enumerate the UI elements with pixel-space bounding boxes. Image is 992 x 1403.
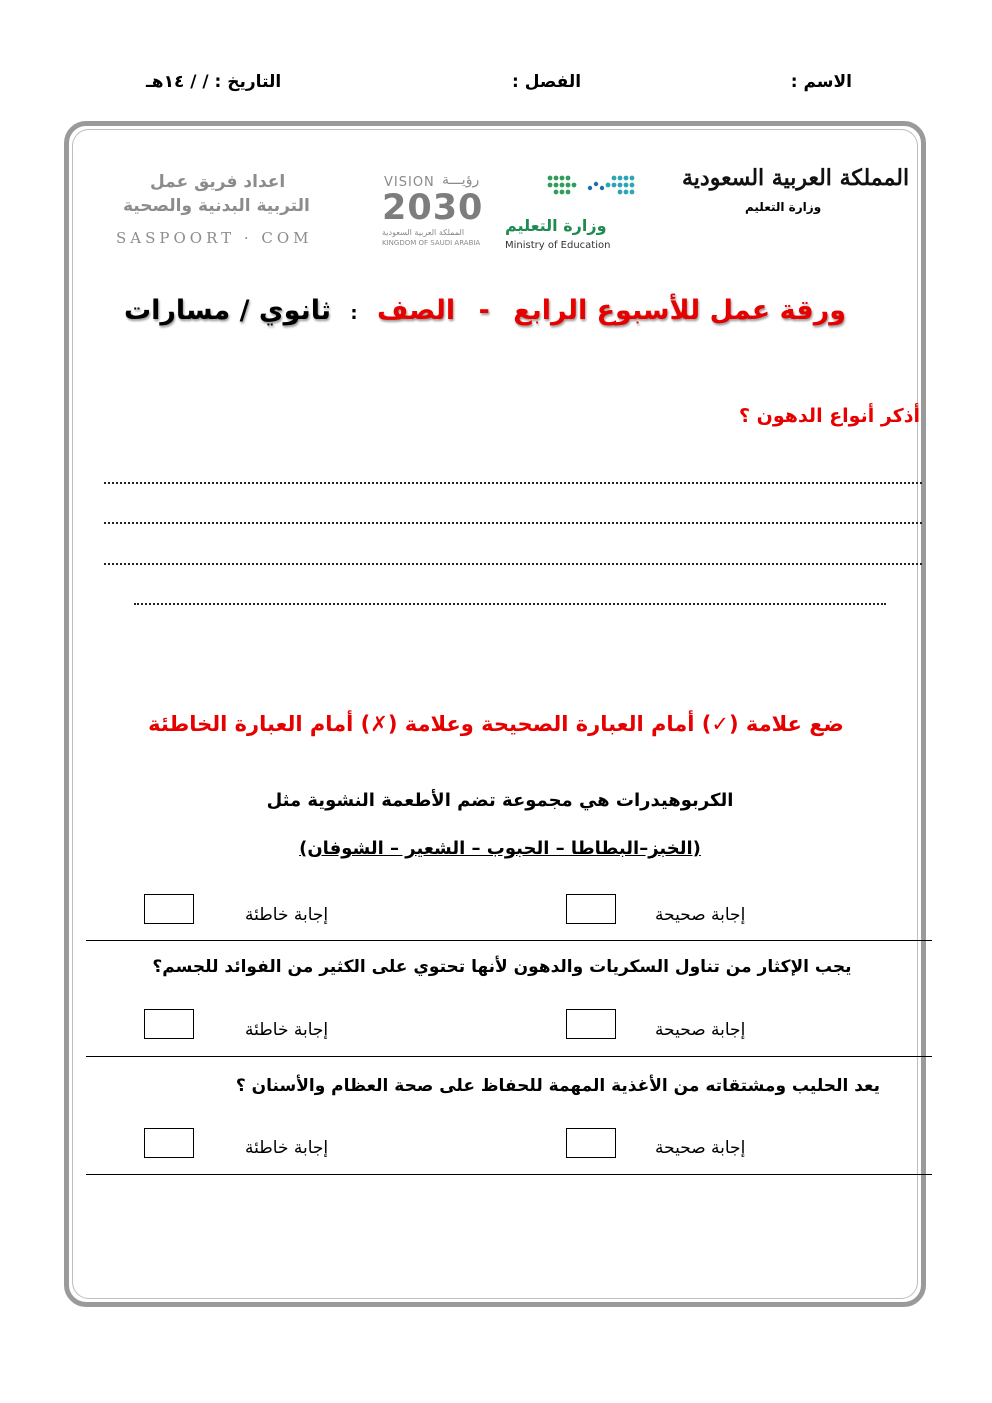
checkbox-wrong-3[interactable]: [144, 1128, 194, 1158]
divider-3: [86, 1174, 932, 1175]
ministry-logo-en: Ministry of Education: [505, 240, 611, 251]
option-correct-2: إجابة صحيحة: [655, 1020, 746, 1040]
answer-line-1[interactable]: [104, 482, 922, 484]
option-wrong-2: إجابة خاطئة: [245, 1020, 329, 1040]
title-grade-value: ثانوي / مسارات: [123, 295, 331, 326]
class-label: الفصل :: [512, 72, 582, 92]
ministry-logo-ar: وزارة التعليم: [505, 216, 607, 235]
vision-kingdom-en: KINGDOM OF SAUDI ARABIA: [382, 239, 481, 247]
team-line1: اعداد فريق عمل: [150, 172, 286, 192]
vision-year: 2030: [382, 188, 484, 228]
title-grade-label: الصف: [377, 295, 456, 326]
title-dash: -: [478, 295, 490, 326]
ministry-dots-icon: [546, 170, 642, 204]
statement-2: يجب الإكثار من تناول السكريات والدهون لأنها تحتوي على الكثير من الفوائد للجسم؟: [152, 957, 852, 977]
checkbox-correct-2[interactable]: [566, 1009, 616, 1039]
statement-1-line-2: (الخبز–البطاطا – الحبوب – الشعير – الشوفان): [299, 838, 701, 859]
date-label: التاريخ : / / ١٤هـ: [146, 72, 282, 92]
kingdom-calligraphy: المملكة العربية السعودية: [682, 165, 910, 191]
option-correct-3: إجابة صحيحة: [655, 1138, 746, 1158]
answer-line-3[interactable]: [104, 563, 922, 565]
team-site: SASPOORT · COM: [116, 229, 313, 247]
vision-kingdom-ar: المملكة العربية السعودية: [382, 228, 465, 237]
option-correct-1: إجابة صحيحة: [655, 905, 746, 925]
team-line2: التربية البدنية والصحية: [123, 196, 310, 216]
title-colon: :: [350, 303, 358, 324]
option-wrong-3: إجابة خاطئة: [245, 1138, 329, 1158]
option-wrong-1: إجابة خاطئة: [245, 905, 329, 925]
statement-1-line-1: الكربوهيدرات هي مجموعة تضم الأطعمة النشوية مثل: [266, 790, 734, 811]
title-worksheet: ورقة عمل للأسبوع الرابع: [513, 295, 847, 326]
instruction: ضع علامة (✓) أمام العبارة الصحيحة وعلامة (✗) أمام العبارة الخاطئة: [148, 712, 844, 736]
divider-2: [86, 1056, 932, 1057]
checkbox-wrong-2[interactable]: [144, 1009, 194, 1039]
name-label: الاسم :: [790, 72, 852, 92]
checkbox-wrong-1[interactable]: [144, 894, 194, 924]
question-1: أذكر أنواع الدهون ؟: [739, 405, 920, 427]
vision-en: VISION: [384, 175, 435, 190]
statement-3: يعد الحليب ومشتقاته من الأغذية المهمة للحفاظ على صحة العظام والأسنان ؟: [235, 1076, 880, 1096]
checkbox-correct-1[interactable]: [566, 894, 616, 924]
answer-line-2[interactable]: [104, 522, 922, 524]
answer-line-4[interactable]: [134, 603, 886, 605]
vision-ar: رؤيـــة: [442, 172, 480, 188]
page-title: [120, 295, 850, 326]
ministry-name: وزارة التعليم: [745, 200, 822, 214]
divider-1: [86, 940, 932, 941]
checkbox-correct-3[interactable]: [566, 1128, 616, 1158]
